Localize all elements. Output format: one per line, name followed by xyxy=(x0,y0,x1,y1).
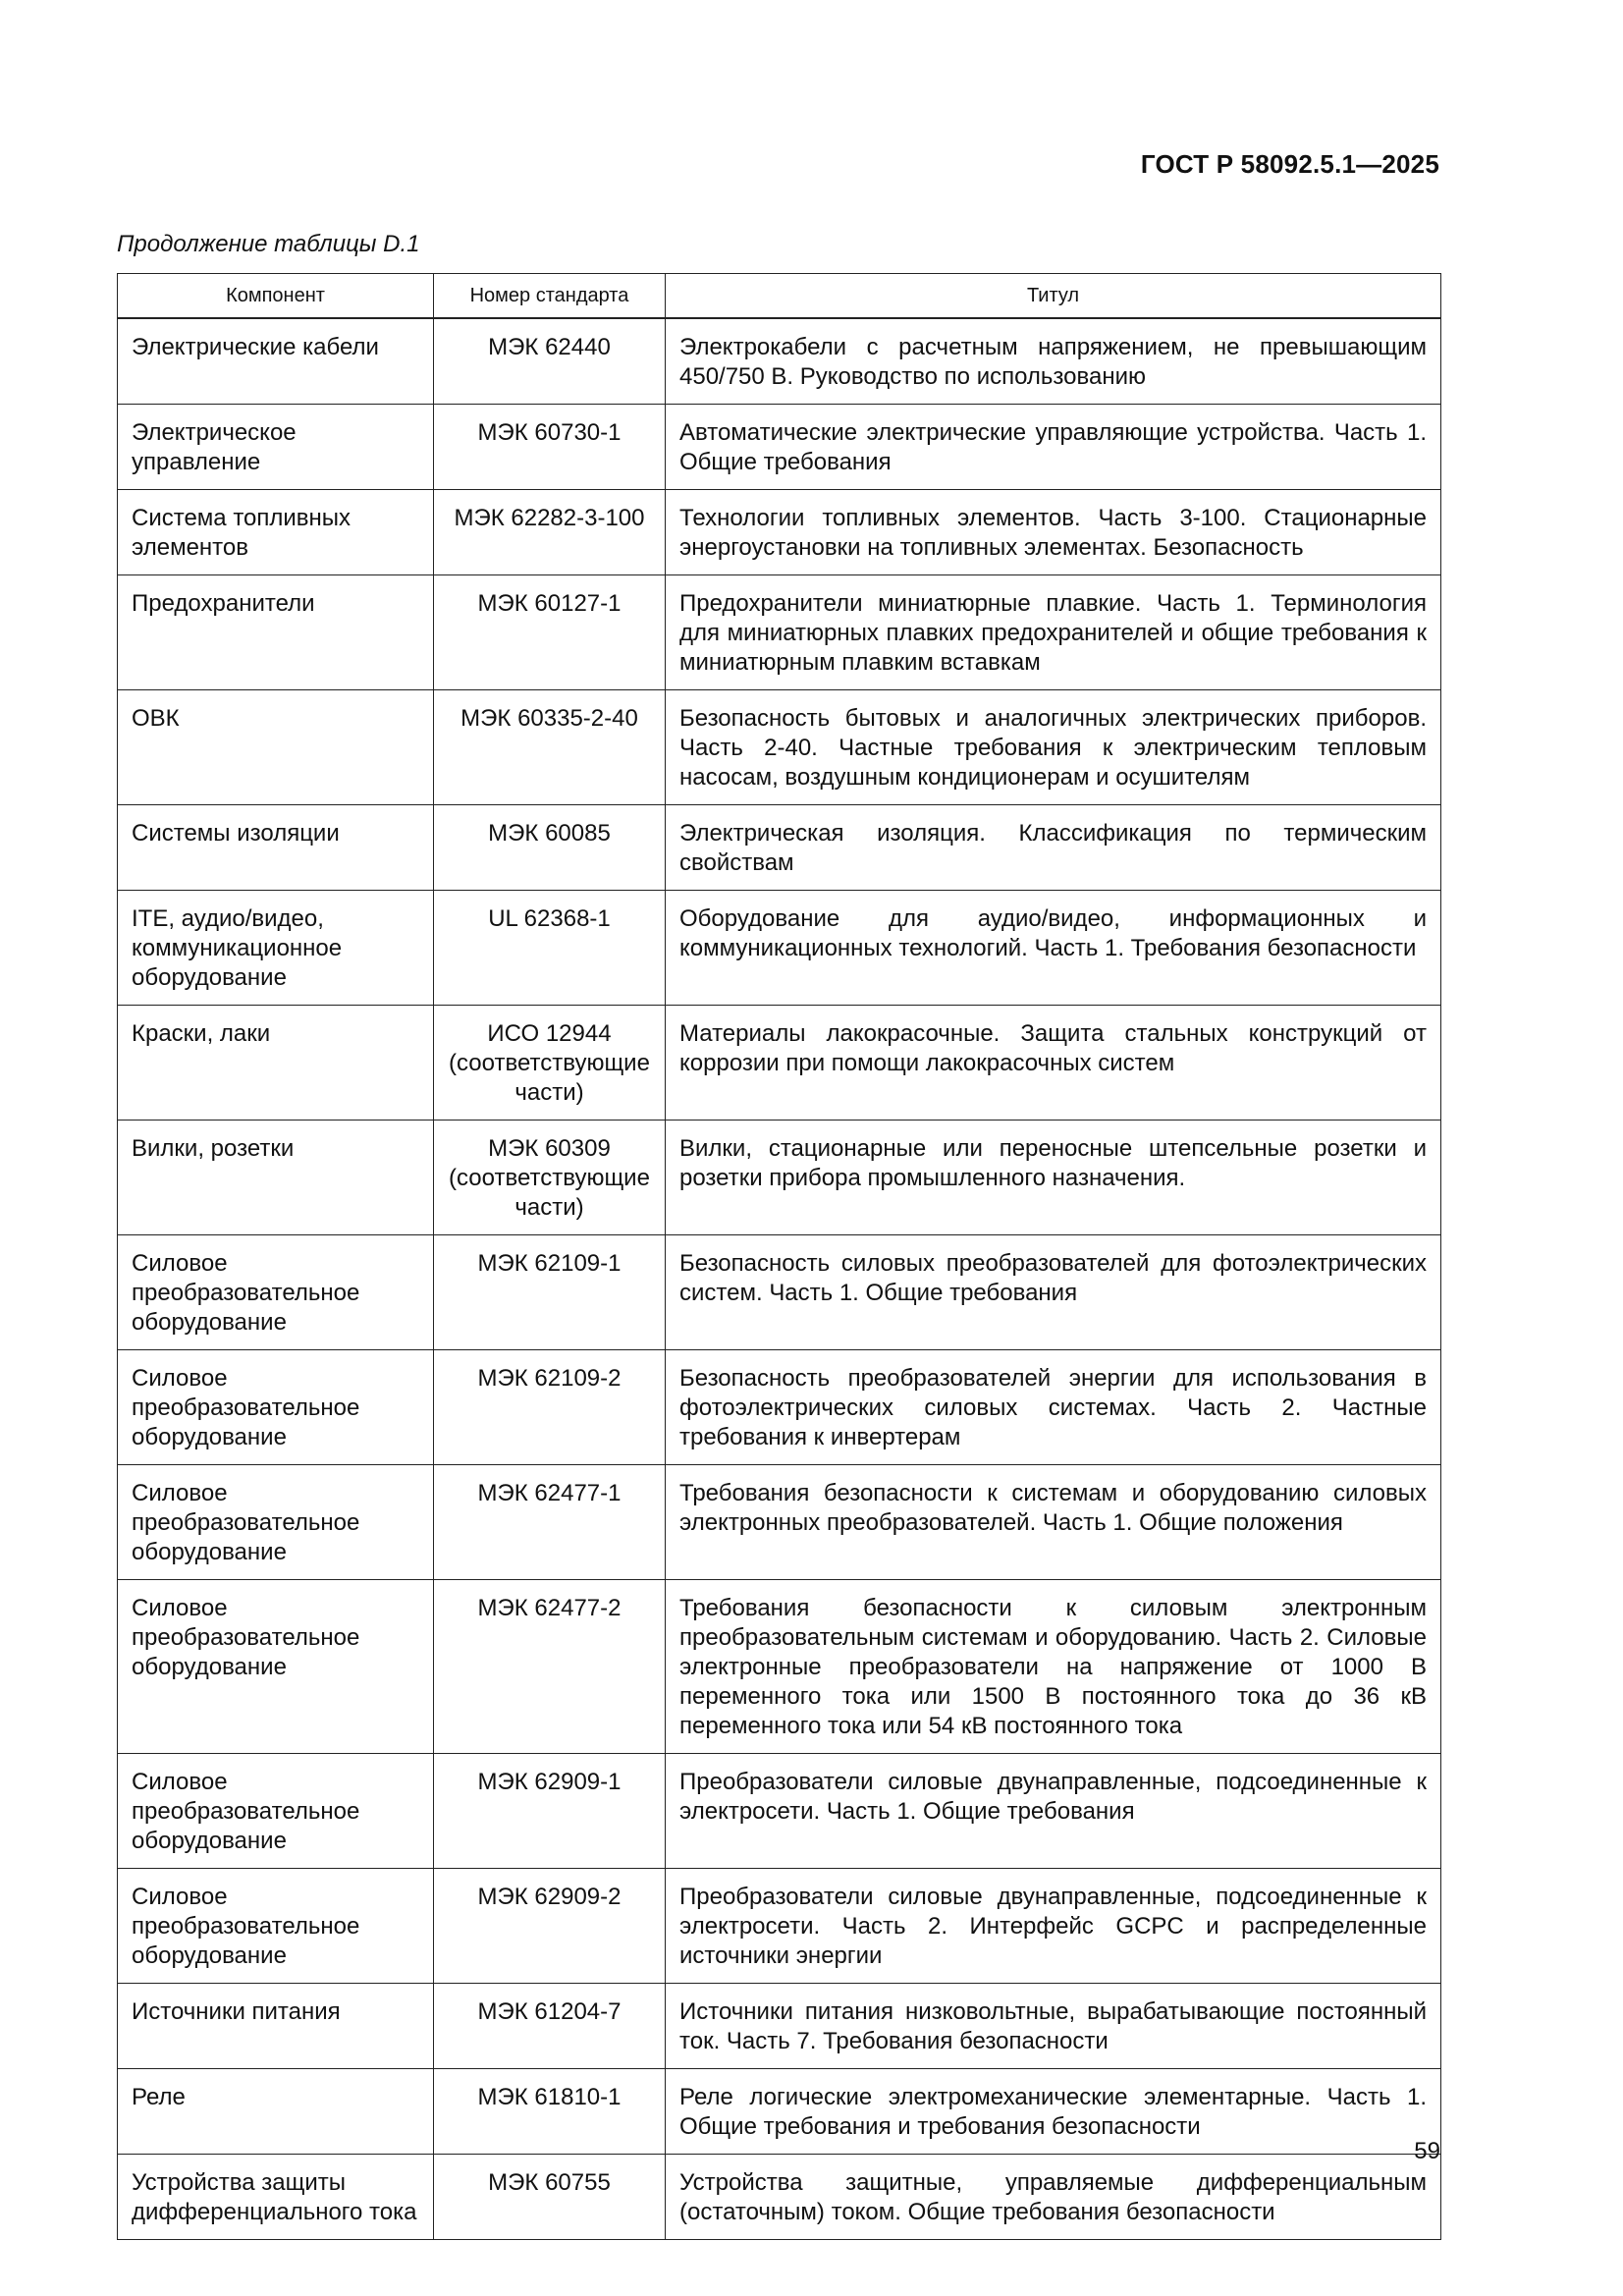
table-row xyxy=(118,1580,1441,1754)
table-body xyxy=(118,318,1441,2240)
cell-component: ITE, аудио/видео, коммуникационное оборудование xyxy=(118,891,434,1006)
cell-standard-number: МЭК 62477-1 xyxy=(434,1465,666,1580)
document-code: ГОСТ Р 58092.5.1—2025 xyxy=(1140,149,1439,179)
cell-standard-number: МЭК 62109-2 xyxy=(434,1350,666,1465)
table-row xyxy=(118,490,1441,575)
table-row xyxy=(118,1984,1441,2069)
cell-standard-number: МЭК 60127-1 xyxy=(434,575,666,690)
table-caption: Продолжение таблицы D.1 xyxy=(117,231,420,257)
cell-standard-number: МЭК 62909-2 xyxy=(434,1869,666,1984)
cell-title: Электрокабели с расчетным напряжением, не превышающим 450/750 В. Руководство по использованию xyxy=(666,318,1441,405)
cell-title: Требования безопасности к системам и оборудованию силовых электронных преобразователей. Часть 1. Общие положения xyxy=(666,1465,1441,1580)
cell-standard-number: МЭК 62282-3-100 xyxy=(434,490,666,575)
cell-standard-number: МЭК 62109-1 xyxy=(434,1235,666,1350)
cell-component: Источники питания xyxy=(118,1984,434,2069)
cell-component: Силовое преобразовательное оборудование xyxy=(118,1754,434,1869)
page-number: 59 xyxy=(1414,2138,1440,2164)
table-row xyxy=(118,891,1441,1006)
cell-title: Преобразователи силовые двунаправленные, подсоединенные к электросети. Часть 1. Общие требования xyxy=(666,1754,1441,1869)
table-row xyxy=(118,1006,1441,1121)
cell-title: Оборудование для аудио/видео, информационных и коммуникационных технологий. Часть 1. Требования безопасности xyxy=(666,891,1441,1006)
cell-component: ОВК xyxy=(118,690,434,805)
table-row xyxy=(118,1869,1441,1984)
cell-standard-number: МЭК 60730-1 xyxy=(434,405,666,490)
table-row xyxy=(118,1754,1441,1869)
table-row xyxy=(118,1235,1441,1350)
cell-component: Система топливных элементов xyxy=(118,490,434,575)
cell-component: Системы изоляции xyxy=(118,805,434,891)
cell-standard-number: МЭК 61204-7 xyxy=(434,1984,666,2069)
table-row xyxy=(118,1465,1441,1580)
table-row xyxy=(118,1121,1441,1235)
cell-title: Электрическая изоляция. Классификация по термическим свойствам xyxy=(666,805,1441,891)
cell-component: Предохранители xyxy=(118,575,434,690)
cell-title: Технологии топливных элементов. Часть 3-100. Стационарные энергоустановки на топливных элементах. Безопасность xyxy=(666,490,1441,575)
cell-title: Безопасность преобразователей энергии для использования в фотоэлектрических силовых системах. Часть 2. Частные требования к инвертерам xyxy=(666,1350,1441,1465)
standards-table xyxy=(117,273,1441,2240)
cell-standard-number: МЭК 62909-1 xyxy=(434,1754,666,1869)
table-row xyxy=(118,690,1441,805)
cell-standard-number: МЭК 60085 xyxy=(434,805,666,891)
cell-title: Вилки, стационарные или переносные штепсельные розетки и розетки прибора промышленного назначения. xyxy=(666,1121,1441,1235)
cell-component: Силовое преобразовательное оборудование xyxy=(118,1869,434,1984)
cell-component: Вилки, розетки xyxy=(118,1121,434,1235)
cell-standard-number: UL 62368-1 xyxy=(434,891,666,1006)
table-row xyxy=(118,405,1441,490)
cell-title: Источники питания низковольтные, вырабатывающие постоянный ток. Часть 7. Требования безопасности xyxy=(666,1984,1441,2069)
cell-title: Устройства защитные, управляемые дифференциальным (остаточным) током. Общие требования безопасности xyxy=(666,2155,1441,2240)
cell-title: Автоматические электрические управляющие устройства. Часть 1. Общие требования xyxy=(666,405,1441,490)
cell-component: Реле xyxy=(118,2069,434,2155)
cell-standard-number: МЭК 60309 (соответствующие части) xyxy=(434,1121,666,1235)
cell-standard-number: МЭК 60335-2-40 xyxy=(434,690,666,805)
cell-standard-number: ИСО 12944 (соответствующие части) xyxy=(434,1006,666,1121)
column-header-component: Компонент xyxy=(118,274,434,319)
cell-standard-number: МЭК 62477-2 xyxy=(434,1580,666,1754)
table-row xyxy=(118,805,1441,891)
cell-standard-number: МЭК 60755 xyxy=(434,2155,666,2240)
table-row xyxy=(118,2155,1441,2240)
table-row xyxy=(118,2069,1441,2155)
cell-component: Силовое преобразовательное оборудование xyxy=(118,1465,434,1580)
column-header-standard-number: Номер стандарта xyxy=(434,274,666,319)
cell-standard-number: МЭК 62440 xyxy=(434,318,666,405)
cell-title: Требования безопасности к силовым электронным преобразовательным системам и оборудованию. Часть 2. Силовые электронные преобразователи на напряжение от 1000 В переменного тока или 1500 В постоянного тока до 36 кВ переменного тока или 54 кВ постоянного тока xyxy=(666,1580,1441,1754)
table-row xyxy=(118,575,1441,690)
cell-component: Электрические кабели xyxy=(118,318,434,405)
cell-standard-number: МЭК 61810-1 xyxy=(434,2069,666,2155)
cell-component: Электрическое управление xyxy=(118,405,434,490)
table-row xyxy=(118,1350,1441,1465)
cell-title: Безопасность бытовых и аналогичных электрических приборов. Часть 2-40. Частные требования к электрическим тепловым насосам, воздушным кондиционерам и осушителям xyxy=(666,690,1441,805)
cell-title: Реле логические электромеханические элементарные. Часть 1. Общие требования и требования безопасности xyxy=(666,2069,1441,2155)
cell-component: Краски, лаки xyxy=(118,1006,434,1121)
cell-component: Силовое преобразовательное оборудование xyxy=(118,1235,434,1350)
cell-title: Безопасность силовых преобразователей для фотоэлектрических систем. Часть 1. Общие требования xyxy=(666,1235,1441,1350)
cell-title: Преобразователи силовые двунаправленные, подсоединенные к электросети. Часть 2. Интерфейс GCPC и распределенные источники энергии xyxy=(666,1869,1441,1984)
cell-title: Материалы лакокрасочные. Защита стальных конструкций от коррозии при помощи лакокрасочных систем xyxy=(666,1006,1441,1121)
cell-component: Силовое преобразовательное оборудование xyxy=(118,1350,434,1465)
cell-component: Устройства защиты дифференциального тока xyxy=(118,2155,434,2240)
column-header-title: Титул xyxy=(666,274,1441,319)
table-row xyxy=(118,318,1441,405)
cell-component: Силовое преобразовательное оборудование xyxy=(118,1580,434,1754)
table-header-row xyxy=(118,274,1441,319)
cell-title: Предохранители миниатюрные плавкие. Часть 1. Терминология для миниатюрных плавких предохранителей и общие требования к миниатюрным плавким вставкам xyxy=(666,575,1441,690)
